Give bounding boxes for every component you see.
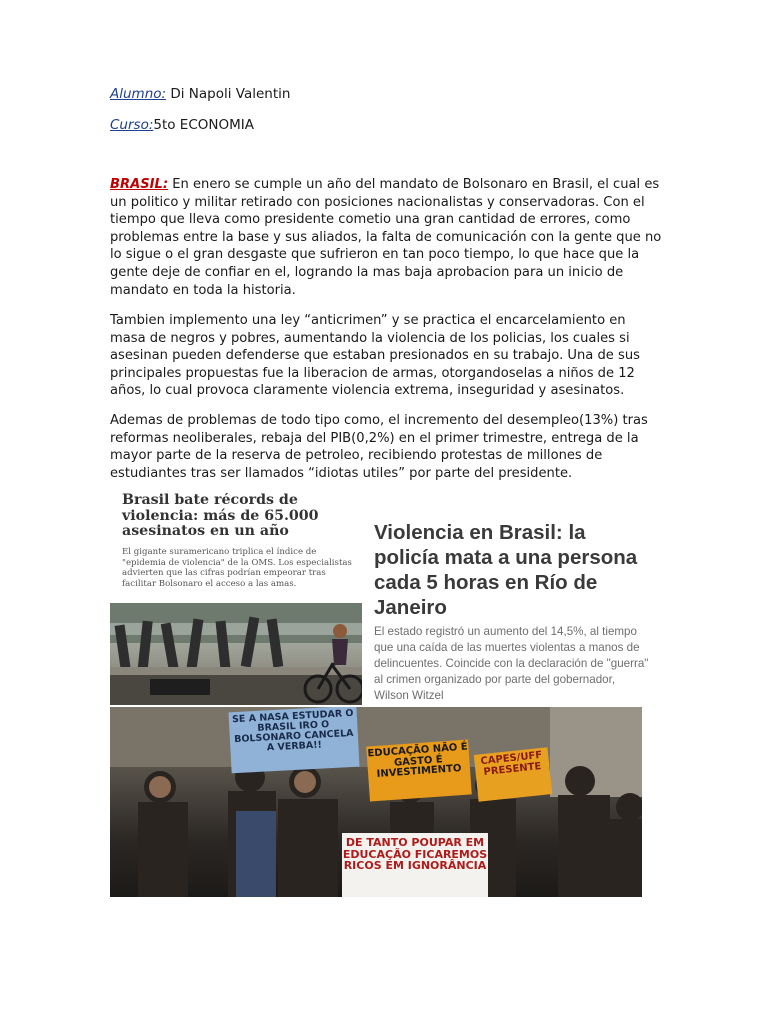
student-line bbox=[110, 85, 290, 103]
news-clipping-left bbox=[110, 493, 362, 705]
memorial-photo-illustration bbox=[110, 603, 362, 705]
clipping-right-headline: Violencia en Brasil: la policía mata a una persona cada 5 horas en Río de Janeiro bbox=[374, 521, 638, 619]
memorial-photo bbox=[110, 603, 362, 705]
clipping-left-subhead: El gigante suramericano triplica el índice de "epidemia de violencia" de la OMS. Los especialistas advierten que las cifras podrían empeorar tras facilitar Bolsonaro el acceso a las amas. bbox=[122, 547, 352, 589]
paragraph-1-text: En enero se cumple un año del mandato de Bolsonaro en Brasil, el cual es un politico y militar retirado con posiciones nacionalistas y conservadoras. Con el tiempo que lleva como presidente cometio una gran cantidad de errores, como problemas entre la base y sus aliados, la falta de comunicación con la gente que no lo sigue o el gran desgaste que sufrieron en tan poco tiempo, lo que hace que la gente deje de confiar en el, logrando la mas baja aprobacion para un inicio de mandato en toda la historia. bbox=[110, 177, 662, 298]
protest-sign-educacao-gasto: EDUCAÇÃO NÃO É GASTO É INVESTIMENTO bbox=[366, 740, 472, 802]
course-line bbox=[110, 116, 254, 134]
protest-photo bbox=[110, 707, 642, 897]
protest-sign-capes: CAPES/UFF PRESENTE bbox=[474, 747, 553, 801]
brasil-label: BRASIL: bbox=[110, 177, 169, 192]
protest-sign-nasa: SE A NASA ESTUDAR O BRASIL IRO O BOLSONARO CANCELA A VERBA!! bbox=[228, 707, 359, 773]
news-clipping-right bbox=[362, 512, 658, 704]
clipping-left-headline: Brasil bate récords de violencia: más de 65.000 asesinatos en un año bbox=[122, 493, 319, 539]
paragraph-1 bbox=[110, 176, 662, 299]
paragraph-2: Tambien implemento una ley “anticrimen” y se practica el encarcelamiento en masa de negros y pobres, aumentando la violencia de los policias, los cuales si asesinan pueden defenderse que estaban presionados en su trabajo. Una de sus principales propuestas fue la liberacion de armas, otorgandoselas a niños de 12 años, lo cual provoca claramente violencia extrema, inseguridad y asesinatos. bbox=[110, 313, 640, 399]
alumno-value: Di Napoli Valentin bbox=[170, 86, 291, 102]
protest-sign-ignorancia: DE TANTO POUPAR EM EDUCAÇÃO FICAREMOS RICOS EM IGNORÂNCIA bbox=[342, 833, 488, 897]
paragraph-3: Ademas de problemas de todo tipo como, el incremento del desempleo(13%) tras reformas neoliberales, rebaja del PIB(0,2%) en el primer trimestre, entrega de la mayor parte de la reserva de petroleo, recibiendo protestas de millones de estudiantes tras ser llamados “idiotas utiles” por parte del presidente. bbox=[110, 413, 648, 481]
clipping-right-subhead: El estado registró un aumento del 14,5%, al tiempo que una caída de las muertes violentas a manos de delincuentes. Coincide con la declaración de "guerra" al crimen organizado por parte del gobernador, Wilson Witzel bbox=[374, 625, 649, 702]
curso-label: Curso: bbox=[110, 117, 154, 133]
curso-value: 5to ECONOMIA bbox=[153, 117, 254, 133]
alumno-label: Alumno: bbox=[110, 86, 167, 102]
